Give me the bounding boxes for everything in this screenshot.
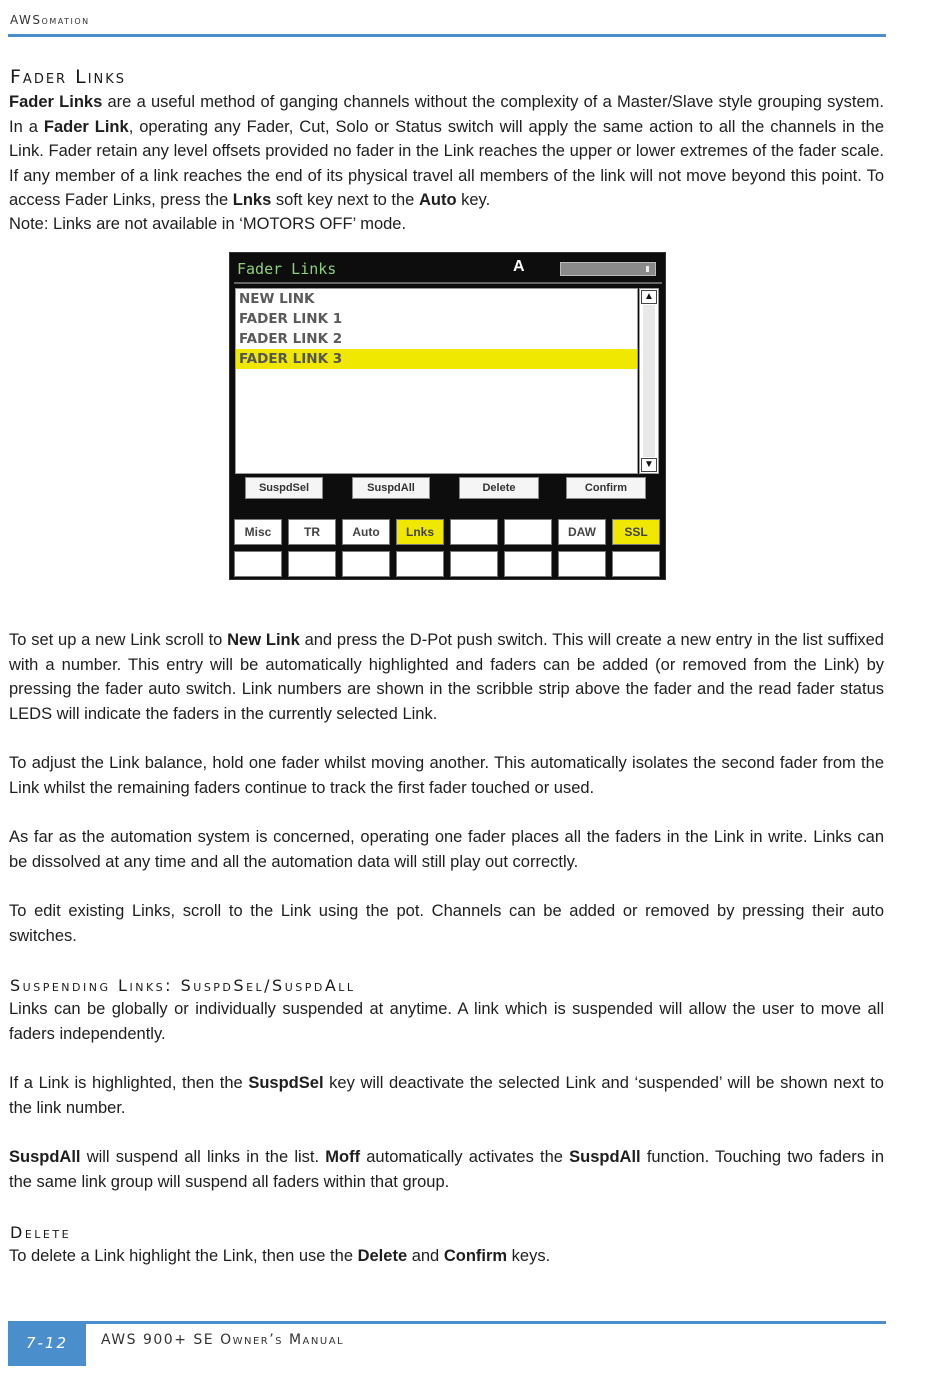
heading-suspending-links: Suspending Links: SuspdSel/SuspdAll [10, 976, 356, 995]
meter-icon [560, 262, 656, 276]
scroll-down-icon[interactable]: ▼ [641, 458, 657, 472]
list-item-new-link[interactable]: NEW LINK [239, 291, 315, 307]
list-item-fader-link-2[interactable]: FADER LINK 2 [239, 331, 343, 347]
function-key-6[interactable] [504, 519, 552, 545]
lower-key-3[interactable] [342, 551, 390, 577]
list-scrollbar[interactable] [639, 288, 659, 474]
paragraph-suspdsel: If a Link is highlighted, then the SuspdSel key will deactivate the selected Link and ‘suspended’ will be shown next to the link number. [9, 1074, 884, 1117]
lower-key-1[interactable] [234, 551, 282, 577]
scroll-up-icon[interactable]: ▲ [641, 290, 657, 304]
lower-key-4[interactable] [396, 551, 444, 577]
paragraph-suspend-intro: Links can be globally or individually suspended at anytime. A link which is suspended will allow the user to move all faders independently. [9, 1000, 884, 1043]
screen-mode-indicator: A [513, 258, 525, 275]
footer-rule [8, 1321, 886, 1324]
suspdsel-button[interactable]: SuspdSel [245, 477, 323, 499]
confirm-button[interactable]: Confirm [566, 477, 646, 499]
misc-key[interactable]: Misc [234, 519, 282, 545]
heading-fader-links: Fader Links [10, 66, 127, 88]
screen-title-rule [234, 282, 662, 284]
header-rule [8, 34, 886, 37]
ssl-key[interactable]: SSL [612, 519, 660, 545]
fader-links-screen [229, 252, 666, 580]
lower-key-8[interactable] [612, 551, 660, 577]
paragraph-suspdall: SuspdAll will suspend all links in the list. Moff automatically activates the SuspdAll function. Touching two faders in the same link group will suspend all faders within that group. [9, 1148, 885, 1191]
delete-button[interactable]: Delete [459, 477, 539, 499]
suspdall-button[interactable]: SuspdAll [352, 477, 430, 499]
lower-key-5[interactable] [450, 551, 498, 577]
auto-key[interactable]: Auto [342, 519, 390, 545]
links-list[interactable] [235, 288, 638, 474]
list-item-fader-link-1[interactable]: FADER LINK 1 [239, 311, 343, 327]
paragraph-link-balance: To adjust the Link balance, hold one fader whilst moving another. This automatically isolates the second fader from the Link whilst the remaining faders continue to track the first fader touched or used. [9, 754, 884, 797]
lnks-key[interactable]: Lnks [396, 519, 444, 545]
paragraph-fader-links-intro: Fader Links are a useful method of ganging channels without the complexity of a Master/Slave style grouping system. In a Fader Link, operating any Fader, Cut, Solo or Status switch will apply the same action to all the channels in the Link. Fader retain any level offsets provided no fader in the Link reaches the upper or lower extremes of the fader scale. If any member of a link reaches the end of its physical travel all members of the link will not move beyond this point. To access Fader Links, press the Lnks soft key next to the Auto key. [9, 93, 885, 210]
paragraph-new-link: To set up a new Link scroll to New Link and press the D-Pot push switch. This will create a new entry in the list suffixed with a number. This entry will be automatically highlighted and faders can be added (or removed from the Link) by pressing the fader auto switch. Link numbers are shown in the scribble strip above the fader and the read fader status LEDS will indicate the faders in the currently selected Link. [9, 631, 884, 723]
screen-title: Fader Links [237, 260, 337, 278]
lower-key-6[interactable] [504, 551, 552, 577]
paragraph-delete: To delete a Link highlight the Link, then use the Delete and Confirm keys. [9, 1247, 551, 1265]
paragraph-note: Note: Links are not available in ‘MOTORS OFF’ mode. [9, 215, 407, 233]
daw-key[interactable]: DAW [558, 519, 606, 545]
heading-delete: Delete [10, 1223, 72, 1242]
lower-key-2[interactable] [288, 551, 336, 577]
paragraph-edit-links: To edit existing Links, scroll to the Link using the pot. Channels can be added or removed by pressing their auto switches. [9, 902, 884, 945]
footer-manual-title: AWS 900+ SE Owner’s Manual [101, 1332, 345, 1348]
lower-key-7[interactable] [558, 551, 606, 577]
list-item-fader-link-3[interactable]: FADER LINK 3 [236, 349, 637, 369]
page-number: 7-12 [8, 1321, 86, 1366]
paragraph-automation: As far as the automation system is concerned, operating one fader places all the faders in the Link in write. Links can be dissolved at any time and all the automation data will still play out correctly. [9, 828, 884, 871]
tr-key[interactable]: TR [288, 519, 336, 545]
running-header: AWSomation [10, 13, 90, 27]
scroll-track[interactable] [643, 305, 655, 457]
function-key-5[interactable] [450, 519, 498, 545]
